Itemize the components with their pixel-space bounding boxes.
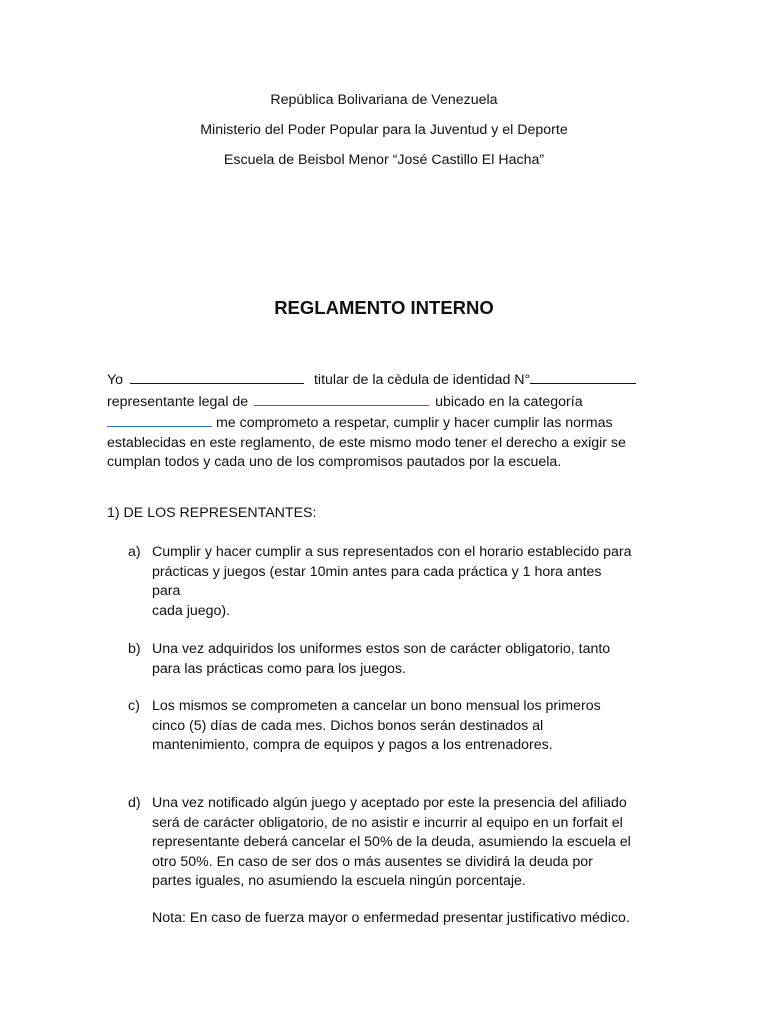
cedula-blank-field[interactable]: [530, 369, 636, 384]
rule-item-line: otro 50%. En caso de ser dos o más ausentes se dividirá la deuda por: [152, 853, 593, 870]
intro-representante: representante legal de: [107, 393, 249, 410]
rule-item-line: cada juego).: [152, 602, 231, 619]
intro-line-5: cumplan todos y cada uno de los compromisos pautados por la escuela.: [107, 454, 562, 471]
name-blank-field[interactable]: [130, 369, 304, 384]
rule-item-line: representante deberá cancelar el 50% de la deuda, asumiendo la escuela el: [152, 834, 631, 851]
rule-item-line: cinco (5) días de cada mes. Dichos bonos serán destinados al: [152, 717, 544, 734]
intro-yo: Yo: [107, 372, 124, 388]
rule-item-line: para: [152, 583, 181, 600]
intro-line-4: establecidas en este reglamento, de este mismo modo tener el derecho a exigir se: [107, 434, 626, 451]
intro-compromiso: me comprometo a respetar, cumplir y hacer cumplir las normas: [215, 415, 613, 432]
medical-note: Nota: En caso de fuerza mayor o enfermedad presentar justificativo médico.: [152, 910, 630, 926]
section-heading-representantes: 1) DE LOS REPRESENTANTES:: [107, 505, 317, 521]
represented-blank-field[interactable]: [254, 391, 429, 406]
rule-item-label: d): [128, 795, 141, 811]
rule-item-label: a): [128, 544, 141, 560]
intro-line-2: [107, 391, 660, 413]
rule-item-line: prácticas y juegos (estar 10min antes para cada práctica y 1 hora antes: [152, 563, 602, 580]
rule-item-label: b): [128, 641, 141, 657]
rule-item-line: Una vez adquiridos los uniformes estos son de carácter obligatorio, tanto: [152, 641, 611, 657]
rule-item-b: [128, 640, 660, 679]
rule-item-line: Cumplir y hacer cumplir a sus representados con el horario establecido para: [152, 544, 632, 560]
rule-item-line: será de carácter obligatorio, de no asistir e incurrir al equipo en un forfait el: [152, 814, 623, 831]
letterhead: [0, 91, 768, 181]
rule-item-c: [128, 697, 660, 756]
category-blank-field[interactable]: [107, 412, 212, 427]
header-line-country: República Bolivariana de Venezuela: [270, 92, 498, 108]
rule-item-line: partes iguales, no asumiendo la escuela ningún porcentaje.: [152, 873, 526, 890]
intro-line-3: [107, 412, 660, 434]
intro-ubicado: ubicado en la categoría: [435, 393, 583, 410]
rule-item-label: c): [128, 698, 140, 714]
rule-item-line: mantenimiento, compra de equipos y pagos a los entrenadores.: [152, 737, 553, 754]
rule-item-a: [128, 543, 660, 621]
header-line-school: Escuela de Beisbol Menor “José Castillo El Hacha”: [223, 152, 545, 168]
rule-item-line: Una vez notificado algún juego y aceptado por este la presencia del afiliado: [152, 795, 627, 811]
intro-titular: titular de la cèdula de identidad N°: [313, 372, 531, 388]
rule-item-line: Los mismos se comprometen a cancelar un bono mensual los primeros: [152, 698, 601, 714]
intro-line-1: [107, 369, 660, 391]
document-title: REGLAMENTO INTERNO: [274, 297, 494, 318]
intro-paragraph: [107, 369, 660, 473]
header-line-ministry: Ministerio del Poder Popular para la Juventud y el Deporte: [200, 122, 568, 138]
rule-item-line: para las prácticas como para los juegos.: [152, 660, 406, 677]
rule-item-d: [128, 794, 660, 892]
